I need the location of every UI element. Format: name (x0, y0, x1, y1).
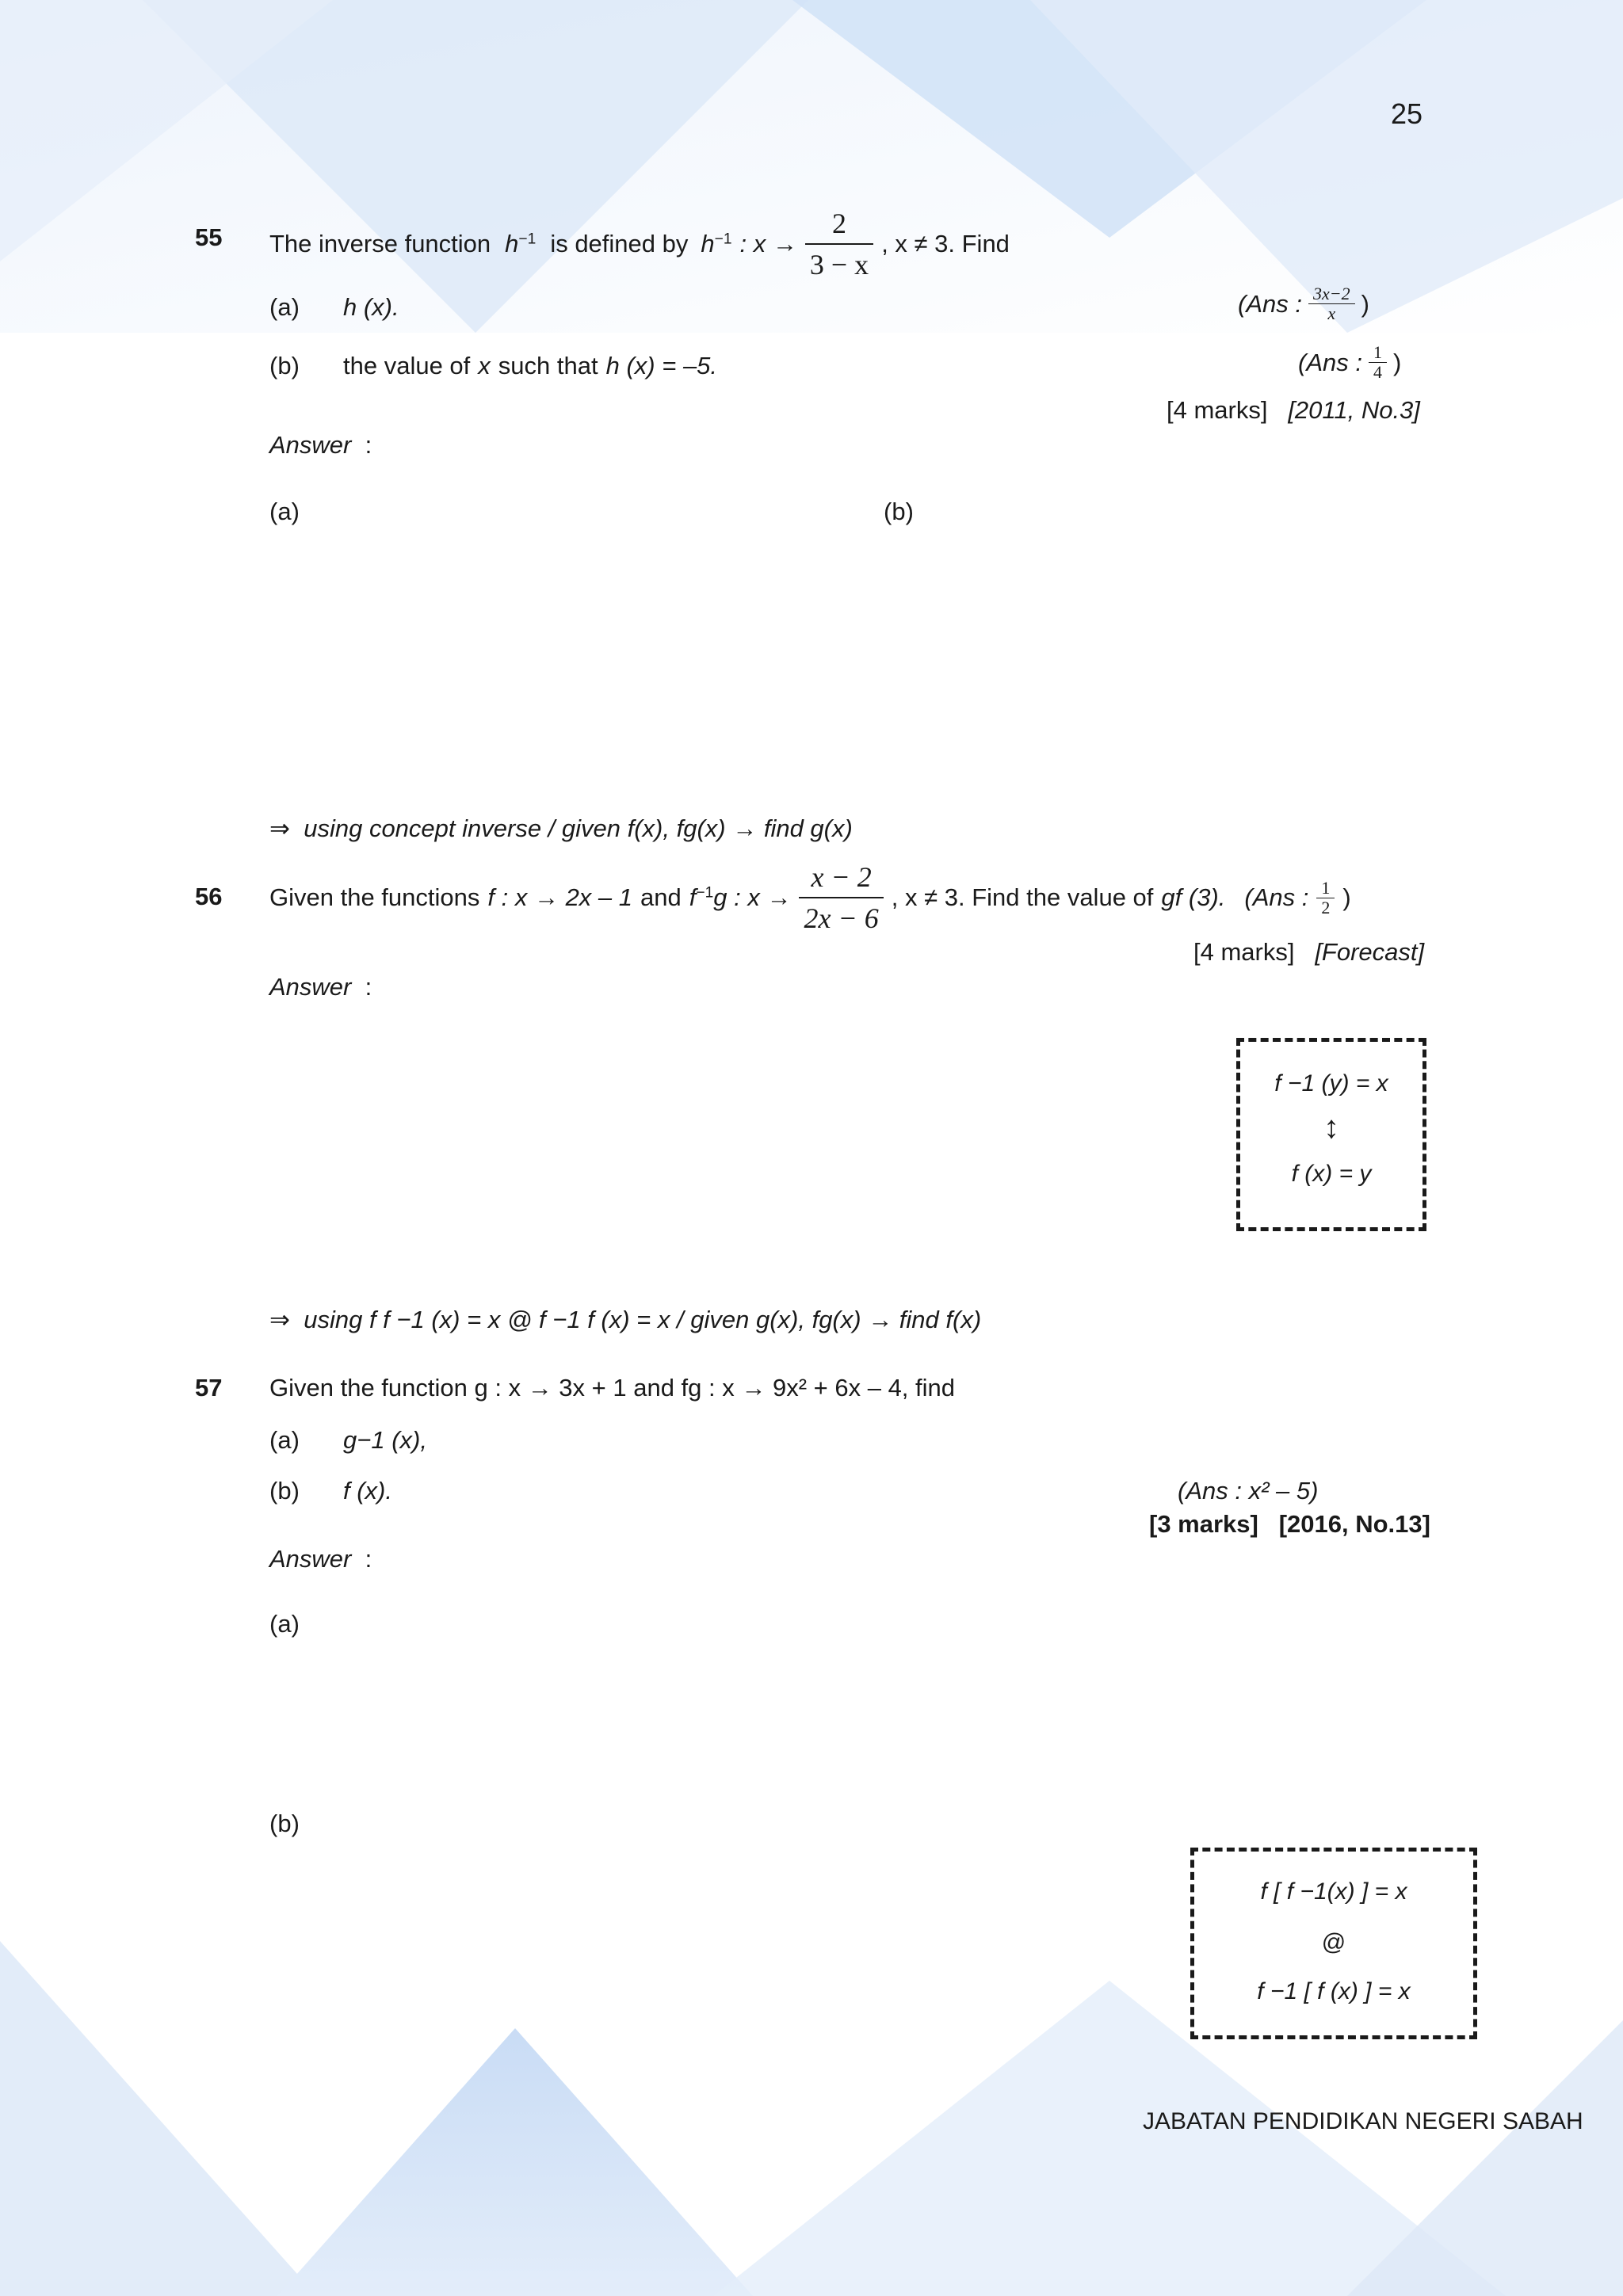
condition: , x ≠ 3. Find (881, 230, 1010, 257)
inverse-relation-box (1236, 1038, 1426, 1231)
part-label: (b) (269, 1477, 300, 1505)
mapping: : x → (739, 230, 797, 257)
fraction: $\frac{1}{2}$ (1316, 879, 1335, 917)
box-line: @ (1321, 1929, 1346, 1955)
answer-part-a: (a) (269, 1610, 300, 1638)
h-inverse: $h^{-1}$ (505, 230, 537, 257)
box-line: f −1 (y) = x (1274, 1070, 1388, 1097)
part-label: (b) (269, 352, 300, 379)
answer-label: Answer : (269, 1545, 372, 1573)
fraction: $\frac{3x-2}{x}$ (1308, 285, 1355, 322)
answer-hint: (Ans : x² – 5) (1178, 1477, 1319, 1505)
part-label: (a) (269, 1426, 300, 1454)
stem-text: is defined by (550, 230, 689, 257)
question-number: 56 (195, 883, 223, 910)
marks: [3 marks] [2016, No.13] (1149, 1510, 1430, 1538)
hint-line: ⇒ using f f −1 (x) = x @ f −1 f (x) = x / given g(x), fg(x) → find f(x) (269, 1306, 982, 1333)
part-text: the value of x such that h (x) = –5. (343, 352, 718, 379)
page-number: 25 (1391, 97, 1423, 130)
answer-part-b: (b) (884, 498, 914, 525)
function-f: f : x → 2x – 1 (487, 883, 633, 911)
up-down-arrow-icon: ↕ (1323, 1110, 1339, 1145)
part-text: f (x). (343, 1477, 392, 1505)
answer-label: Answer : (269, 431, 372, 459)
question-57-stem: Given the function g : x → 3x + 1 and fg : x → 9x² + 6x – 4, find (269, 1374, 956, 1402)
answer-hint: (Ans : $\frac{3x-2}{x}$ ) (1238, 284, 1369, 323)
answer-label: Answer : (269, 973, 372, 1001)
marks: [4 marks] [2011, No.3] (1167, 396, 1420, 424)
fraction: $\frac{2}{3 - x}$ (805, 207, 873, 281)
question-number: 55 (195, 223, 223, 251)
footer-text: JABATAN PENDIDIKAN NEGERI SABAH (1143, 2108, 1583, 2134)
fraction: $\frac{1}{4}$ (1369, 344, 1387, 381)
box-line: f [ f −1(x) ] = x (1260, 1878, 1407, 1905)
answer-part-a: (a) (269, 498, 300, 525)
marks: [4 marks] [Forecast] (1193, 938, 1425, 966)
question-55-stem (269, 208, 1010, 280)
answer-hint: (Ans : $\frac{1}{4}$ ) (1298, 342, 1402, 382)
question-56-stem: Given the functions f : x → 2x – 1 and $f^{-1}g$ : x → $\frac{x - 2}{2x - 6}$ , x ≠ 3. Find the value of gf (3). (Ans : $\frac{1}{2}$ ) (269, 861, 1351, 934)
composite-inverse-box (1190, 1848, 1477, 2039)
implies-icon: ⇒ (269, 1306, 290, 1333)
h-inverse: $h^{-1}$ (701, 230, 732, 257)
implies-icon: ⇒ (269, 814, 290, 842)
function-f-inverse-g: $f^{-1}g$ : x → (689, 883, 792, 911)
answer-part-b: (b) (269, 1810, 300, 1837)
fraction: $\frac{x - 2}{2x - 6}$ (799, 860, 883, 935)
part-text: g−1 (x), (343, 1426, 427, 1454)
part-text: h (x). (343, 293, 399, 321)
hint-line: ⇒ using concept inverse / given f(x), fg(x) → find g(x) (269, 814, 853, 842)
box-line: f −1 [ f (x) ] = x (1257, 1978, 1411, 2004)
part-label: (a) (269, 293, 300, 321)
box-line: f (x) = y (1291, 1161, 1372, 1187)
stem-text: The inverse function (269, 230, 491, 257)
question-number: 57 (195, 1374, 223, 1402)
